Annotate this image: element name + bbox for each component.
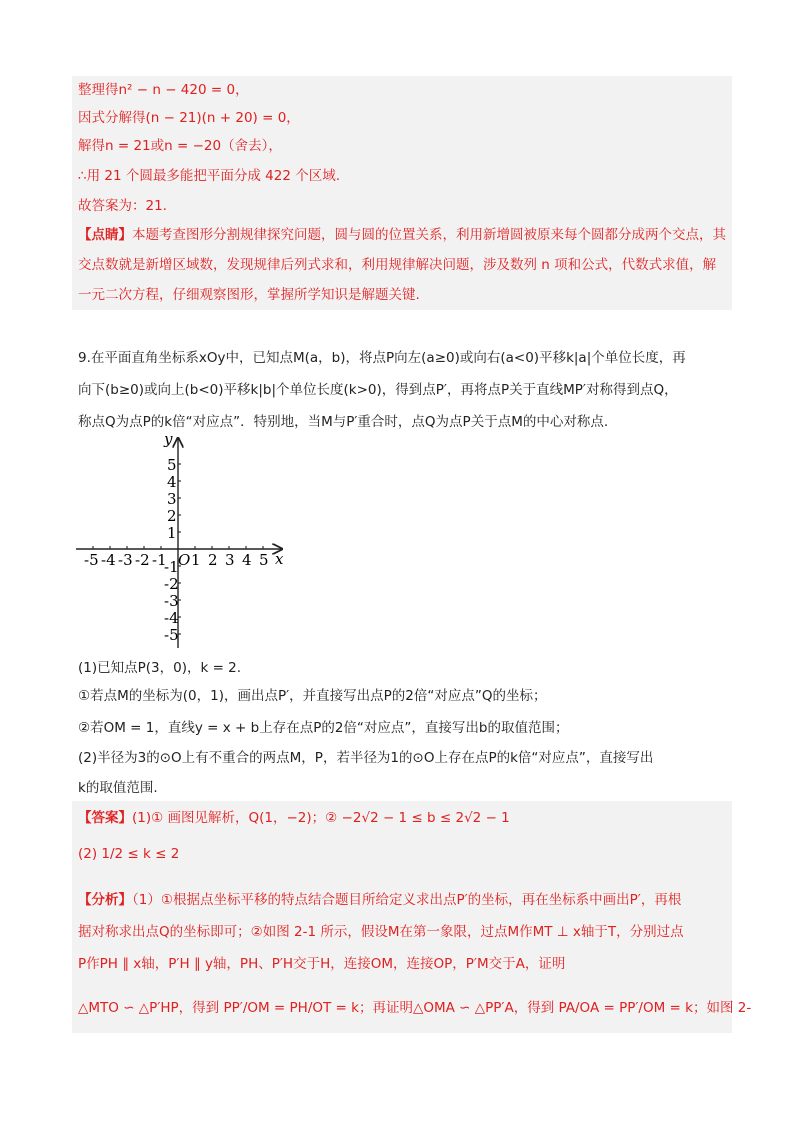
y-tick-label: -5 (164, 626, 179, 644)
x-axis-label: x (275, 550, 284, 568)
y-axis-label: y (164, 430, 173, 448)
y-tick-label: -2 (164, 575, 179, 593)
origin-label: O (178, 551, 191, 569)
question-line-1: 9.在平面直角坐标系xOy中，已知点M(a，b)，将点P向左(a≥0)或向右(a<0)平移k|a|个单位长度，再 (78, 350, 686, 366)
y-tick-label: 3 (167, 490, 177, 508)
analysis-line-1 (78, 888, 681, 908)
x-tick-label: 4 (242, 551, 252, 569)
x-tick-label: -4 (101, 551, 116, 569)
y-tick-label: 1 (167, 524, 177, 542)
x-tick-label: -2 (135, 551, 150, 569)
x-tick-label: 1 (191, 551, 201, 569)
answer-line-2: (2) 1/2 ≤ k ≤ 2 (78, 846, 180, 862)
part-1-subquestion-2: ②若OM = 1，直线y = x + b上存在点P的2倍“对应点”，直接写出b的取值范围； (78, 720, 569, 736)
part-2-line-2: k的取值范围. (78, 780, 158, 796)
solution-line-5: 故答案为：21. (78, 198, 167, 214)
comment-tag: 【点睛】 (78, 227, 132, 243)
y-tick-label: -1 (164, 558, 179, 576)
x-tick-label: 2 (208, 551, 218, 569)
x-tick-label: 3 (225, 551, 235, 569)
x-tick-label: -5 (84, 551, 99, 569)
part-1-subquestion-1: ①若点M的坐标为(0，1)，画出点P′，并直接写出点P的2倍“对应点”Q的坐标； (78, 688, 547, 704)
part-1-heading: (1)已知点P(3，0)，k = 2. (78, 660, 242, 676)
part-2-line-1: (2)半径为3的⊙O上有不重合的两点M，P，若半径为1的⊙O上存在点P的k倍“对应点”，直接写出 (78, 750, 654, 766)
analysis-text-1: （1）①根据点坐标平移的特点结合题目所给定义求出点P′的坐标，再在坐标系中画出P′，再根 (132, 892, 682, 908)
x-tick-label: -1 (152, 551, 167, 569)
question-line-3: 称点Q为点P的k倍“对应点”．特别地，当M与P′重合时，点Q为点P关于点M的中心对称点. (78, 414, 609, 430)
x-tick-label: -3 (118, 551, 133, 569)
solution-line-4: ∴用 21 个圆最多能把平面分成 422 个区域. (78, 168, 340, 184)
y-tick-label: -3 (164, 592, 179, 610)
answer-tag: 【答案】 (78, 810, 132, 826)
answer-line-1 (78, 806, 510, 826)
x-tick-label: 5 (259, 551, 269, 569)
question-line-2: 向下(b≥0)或向上(b<0)平移k|b|个单位长度(k>0)，得到点P′，再将点P关于直线MP′对称得到点Q， (78, 382, 678, 398)
analysis-line-3: P作PH ∥ x轴，P′H ∥ y轴，PH、P′H交于H，连接OM，连接OP，P′M交于A，证明 (78, 956, 566, 972)
y-tick-label: -4 (164, 609, 179, 627)
comment-paragraph (78, 220, 728, 310)
answer-text-1: (1)① 画图见解析，Q(1，−2)；② −2√2 − 1 ≤ b ≤ 2√2 − 1 (132, 810, 510, 826)
solution-line-2: 因式分解得(n − 21)(n + 20) = 0， (78, 110, 300, 126)
analysis-tag: 【分析】 (78, 892, 132, 908)
solution-line-3: 解得n = 21或n = −20（舍去）， (78, 138, 282, 154)
y-tick-label: 4 (167, 473, 177, 491)
y-tick-label: 5 (167, 456, 177, 474)
analysis-line-4: △MTO ∽ △P′HP，得到 PP′/OM = PH/OT = k；再证明△OMA ∽ △PP′A，得到 PA/OA = PP′/OM = k；如图 2- (78, 1000, 752, 1016)
solution-line-1: 整理得n² − n − 420 = 0， (78, 82, 249, 98)
comment-text: 本题考查图形分割规律探究问题，圆与圆的位置关系，利用新增圆被原来每个圆都分成两个交点，其交点数就是新增区域数，发现规律后列式求和，利用规律解决问题，涉及数列 n 项和公式，代数式求值，解一元二次方程，仔细观察图形，掌握所学知识是解题关键. (78, 227, 726, 303)
y-tick-label: 2 (167, 507, 177, 525)
analysis-line-2: 据对称求出点Q的坐标即可；②如图 2-1 所示，假设M在第一象限，过点M作MT ⊥ x轴于T，分别过点 (78, 924, 684, 940)
